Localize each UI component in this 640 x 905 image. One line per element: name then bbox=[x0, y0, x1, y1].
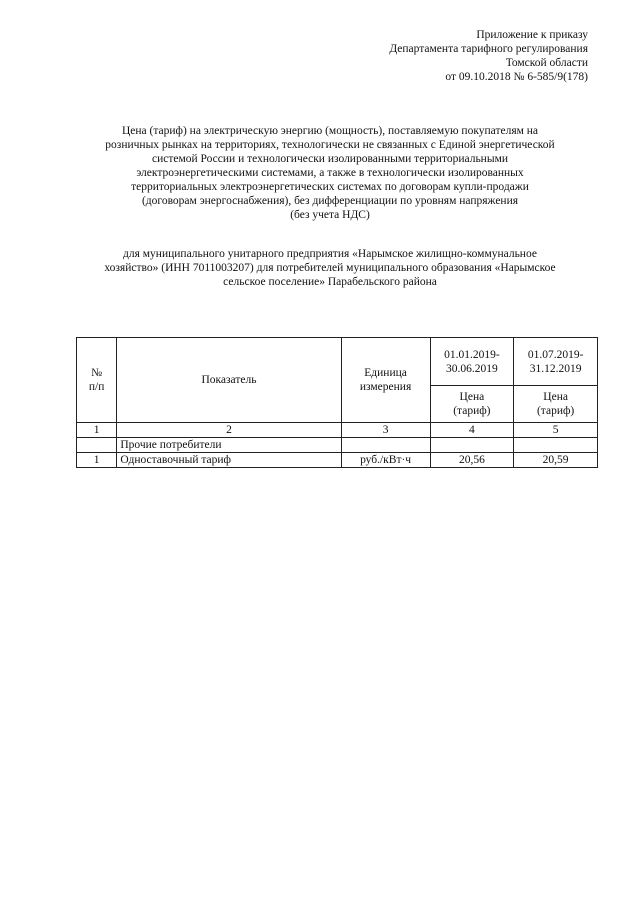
header-price-line: Цена bbox=[543, 391, 568, 403]
subtitle-line: сельское поселение» Парабельского района bbox=[223, 276, 437, 288]
column-number-row bbox=[77, 423, 598, 438]
appendix-line: Томской области bbox=[505, 57, 588, 69]
header-period-line: 01.07.2019- bbox=[527, 348, 584, 361]
header-period-line: 31.12.2019 bbox=[529, 362, 582, 375]
header-num-line: п/п bbox=[88, 381, 105, 393]
column-number: 4 bbox=[430, 423, 514, 438]
header-unit bbox=[341, 338, 430, 423]
subtitle-line: для муниципального унитарного предприятия «Нарымское жилищно-коммунальное bbox=[123, 248, 537, 260]
header-num bbox=[77, 338, 117, 423]
row-num: 1 bbox=[77, 453, 117, 468]
tariff-table bbox=[76, 337, 598, 468]
header-period-line: 30.06.2019 bbox=[446, 362, 498, 375]
title-line: системой России и технологически изолированными территориальными bbox=[151, 153, 508, 165]
title-line: Цена (тариф) на электрическую энергию (мощность), поставляемую покупателям на bbox=[121, 125, 539, 137]
group-label: Прочие потребители bbox=[117, 438, 341, 453]
header-period-line: 01.01.2019- bbox=[444, 348, 500, 361]
header-period-2 bbox=[514, 338, 598, 386]
header-price-1 bbox=[430, 386, 514, 423]
column-number: 5 bbox=[514, 423, 598, 438]
column-number: 2 bbox=[117, 423, 341, 438]
header-unit-line: Единица bbox=[364, 367, 407, 379]
group-value-cell bbox=[514, 438, 598, 453]
table-row bbox=[77, 453, 598, 468]
title-line: розничных рынках на территориях, технологически не связанных с Единой энергетической bbox=[105, 139, 555, 151]
column-number: 1 bbox=[77, 423, 117, 438]
document-title bbox=[70, 124, 590, 222]
appendix-line: Приложение к приказу bbox=[476, 29, 588, 41]
appendix-header bbox=[389, 28, 588, 84]
title-line: электроэнергетическими системами, а также в технологически изолированных bbox=[136, 167, 524, 179]
table-header-row bbox=[77, 338, 598, 386]
group-num-cell bbox=[77, 438, 117, 453]
title-line: (договорам энергоснабжения), без дифференциации по уровням напряжения bbox=[141, 195, 519, 207]
column-number: 3 bbox=[341, 423, 430, 438]
document-subtitle bbox=[70, 247, 590, 289]
row-indicator: Одноставочный тариф bbox=[117, 453, 341, 468]
title-line: (без учета НДС) bbox=[290, 209, 370, 221]
header-price-line: Цена bbox=[459, 391, 485, 403]
appendix-order-line: от 09.10.2018 № 6-585/9(178) bbox=[445, 71, 588, 83]
header-indicator: Показатель bbox=[117, 338, 341, 423]
header-price-line: (тариф) bbox=[536, 405, 575, 417]
header-period-1 bbox=[430, 338, 514, 386]
header-num-line: № bbox=[91, 367, 103, 379]
appendix-line: Департамента тарифного регулирования bbox=[389, 43, 588, 55]
header-price-line: (тариф) bbox=[453, 405, 491, 417]
row-unit: руб./кВт·ч bbox=[341, 453, 430, 468]
title-line: территориальных электроэнергетических системах по договорам купли-продажи bbox=[131, 181, 529, 193]
row-value-period-2: 20,59 bbox=[514, 453, 598, 468]
header-price-2 bbox=[514, 386, 598, 423]
group-row bbox=[77, 438, 598, 453]
group-value-cell bbox=[430, 438, 514, 453]
subtitle-line: хозяйство» (ИНН 7011003207) для потребителей муниципального образования «Нарымское bbox=[104, 262, 556, 274]
header-unit-line: измерения bbox=[359, 381, 412, 393]
group-unit-cell bbox=[341, 438, 430, 453]
row-value-period-1: 20,56 bbox=[430, 453, 514, 468]
